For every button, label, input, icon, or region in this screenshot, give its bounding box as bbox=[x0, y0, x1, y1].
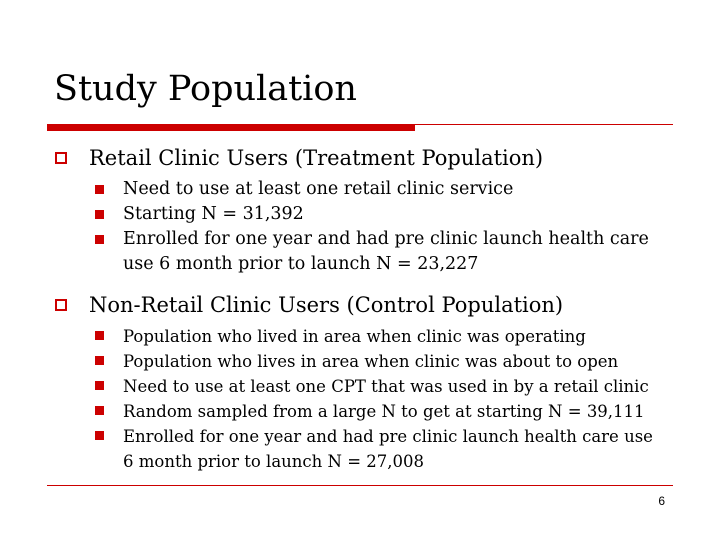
title-underline-thick bbox=[47, 124, 415, 131]
square-bullet-icon bbox=[95, 406, 104, 415]
list-item bbox=[95, 227, 653, 277]
list-item bbox=[95, 374, 663, 399]
square-bullet-icon bbox=[95, 185, 104, 194]
section-heading-control bbox=[55, 292, 563, 318]
list-item-text: Need to use at least one CPT that was used in by a retail clinic bbox=[123, 377, 649, 396]
square-bullet-icon bbox=[95, 210, 104, 219]
hollow-square-bullet-icon bbox=[55, 299, 67, 311]
list-item bbox=[95, 177, 653, 202]
page-number: 6 bbox=[658, 494, 665, 508]
list-item-text: Need to use at least one retail clinic service bbox=[123, 179, 514, 199]
square-bullet-icon bbox=[95, 381, 104, 390]
list-item-text: Enrolled for one year and had pre clinic launch health care use 6 month prior to launch N = 27,008 bbox=[123, 427, 653, 471]
list-item-text: Starting N = 31,392 bbox=[123, 204, 304, 224]
section-heading-text: Retail Clinic Users (Treatment Population) bbox=[89, 146, 544, 170]
list-item bbox=[95, 202, 653, 227]
footer-divider bbox=[47, 485, 673, 486]
square-bullet-icon bbox=[95, 431, 104, 440]
list-item-text: Population who lived in area when clinic was operating bbox=[123, 327, 586, 346]
control-bullet-list bbox=[95, 324, 663, 474]
treatment-bullet-list bbox=[95, 177, 653, 277]
list-item bbox=[95, 399, 663, 424]
section-heading-text: Non-Retail Clinic Users (Control Population) bbox=[89, 293, 564, 317]
list-item-text: Enrolled for one year and had pre clinic launch health care use 6 month prior to launch N = 23,227 bbox=[123, 229, 649, 274]
list-item bbox=[95, 324, 663, 349]
square-bullet-icon bbox=[95, 331, 104, 340]
hollow-square-bullet-icon bbox=[55, 152, 67, 164]
section-heading-treatment bbox=[55, 145, 543, 171]
list-item-text: Random sampled from a large N to get at starting N = 39,111 bbox=[123, 402, 645, 421]
list-item bbox=[95, 349, 663, 374]
list-item-text: Population who lives in area when clinic was about to open bbox=[123, 352, 619, 371]
list-item bbox=[95, 424, 663, 474]
slide-title: Study Population bbox=[54, 69, 357, 109]
square-bullet-icon bbox=[95, 235, 104, 244]
title-underline-thin bbox=[415, 124, 673, 125]
square-bullet-icon bbox=[95, 356, 104, 365]
